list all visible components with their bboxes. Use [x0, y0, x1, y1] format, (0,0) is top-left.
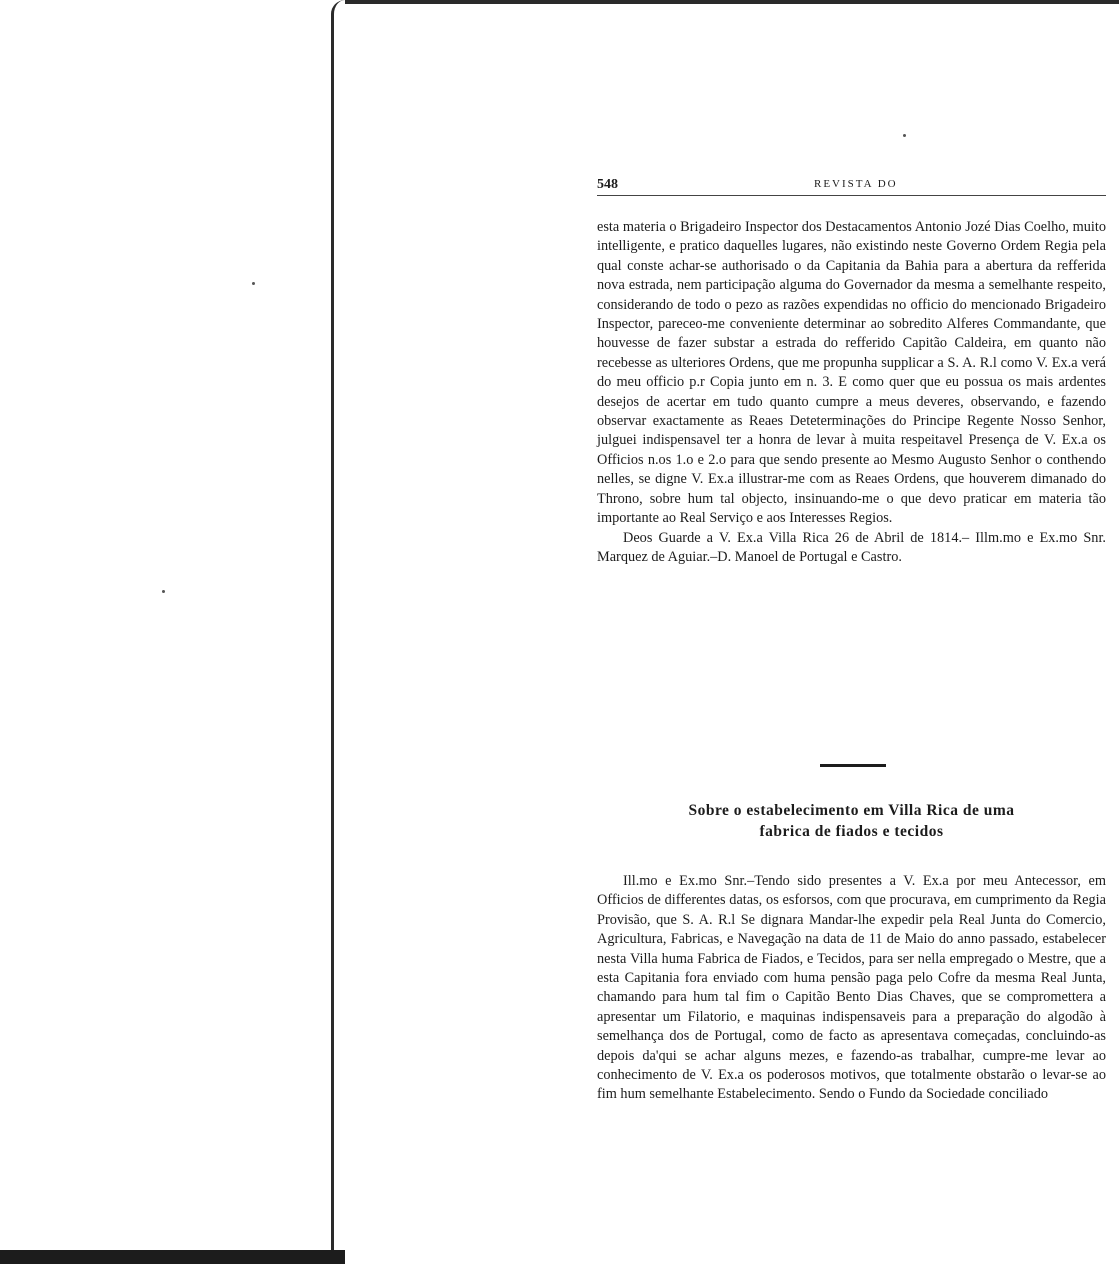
article-paragraph: Ill.mo e Ex.mo Snr.–Tendo sido presentes a V. Ex.a por meu Antecessor, em Officios de differentes datas, os esforsos, com que procurava, em cumprimento da Regia Provisão, que S. A. R.l Se dignara Mandar-lhe expedir pela Real Junta do Comercio, Agricultura, Fabricas, e Navegação na data de 11 de Maio do anno passado, estabelecer nesta Villa huma Fabrica de Fiados, e Tecidos, para ser nella empregado o Mestre, que a esta Capitania fora enviado com huma pensão paga pelo Cofre da mesma Real Junta, chamando para hum tal fim o Capitão Bento Dias Chaves, que se compromettera a apresentar um Filatorio, e maquinas indispensaveis para a preparação do algodão à semelhança dos de Portugal, como de facto as apresentava começadas, concluindo-as depois da'qui se achar alguns mezes, e fazendo-as trabalhar, cumpre-me levar ao conhecimento de V. Ex.a os poderosos motivos, que totalmente obstarão o levar-se ao fim hum semelhante Estabelecimento. Sendo o Fundo da Sociedade conciliado: [597, 873, 1106, 1103]
article-title-line: fabrica de fiados e tecidos: [759, 823, 944, 840]
letter-closing: Deos Guarde a V. Ex.a Villa Rica 26 de Abril de 1814.– Illm.mo e Ex.mo Snr. Marquez de Aguiar.–D. Manoel de Portugal e Castro.: [597, 529, 1106, 565]
letter-body: [597, 218, 1106, 567]
section-divider: [820, 764, 886, 767]
book-spine-edge: [331, 0, 345, 1264]
running-title: REVISTA DO: [814, 178, 898, 190]
article-title-line: Sobre o estabelecimento em Villa Rica de uma: [688, 802, 1015, 819]
page-bottom-edge: [0, 1250, 345, 1264]
running-head: [597, 173, 1106, 196]
scan-speck: [162, 590, 165, 593]
article-body: [597, 872, 1106, 1105]
scan-speck: [252, 282, 255, 285]
letter-paragraph: esta materia o Brigadeiro Inspector dos Destacamentos Antonio Jozé Dias Coelho, muito intelligente, e pratico daquelles lugares, não existindo neste Governo Ordem Regia pela qual conste achar-se authorisado o da Capitania da Bahia para a abertura da refferida nova estrada, nem participação alguma do Governador da mesma a semelhante respeito, considerando de todo o pezo as razões expendidas no officio do mencionado Brigadeiro Inspector, pareceo-me conveniente determinar ao sobredito Alferes Commandante, que houvesse de fazer substar a estrada do refferido Capitão Caldeira, em quanto não recebesse as ulteriores Ordens, que me propunha supplicar a S. A. R.l como V. Ex.a verá do meu officio p.r Copia junto em n. 3. E como quer que eu possua os mais ardentes desejos de acertar em tudo quanto cumpre a meus deveres, observando, e fazendo observar exactamente as Reaes Deteterminações do Principe Regente Nosso Senhor, julguei indispensavel ter a honra de levar à muita respeitavel Presença de V. Ex.a os Officios n.os 1.o e 2.o para que sendo presente ao Mesmo Augusto Senhor o conthendo nelles, se digne V. Ex.a illustrar-me com as Reaes Ordens, que houverem dimanado do Throno, sobre hum tal objecto, insinuando-me o que devo praticar em materia tão importante ao Real Serviço e aos Interesses Regios.: [597, 219, 1106, 527]
page-number: 548: [597, 177, 618, 192]
scan-speck: [903, 134, 906, 137]
page-top-edge: [345, 0, 1119, 4]
article-title: [597, 800, 1106, 842]
